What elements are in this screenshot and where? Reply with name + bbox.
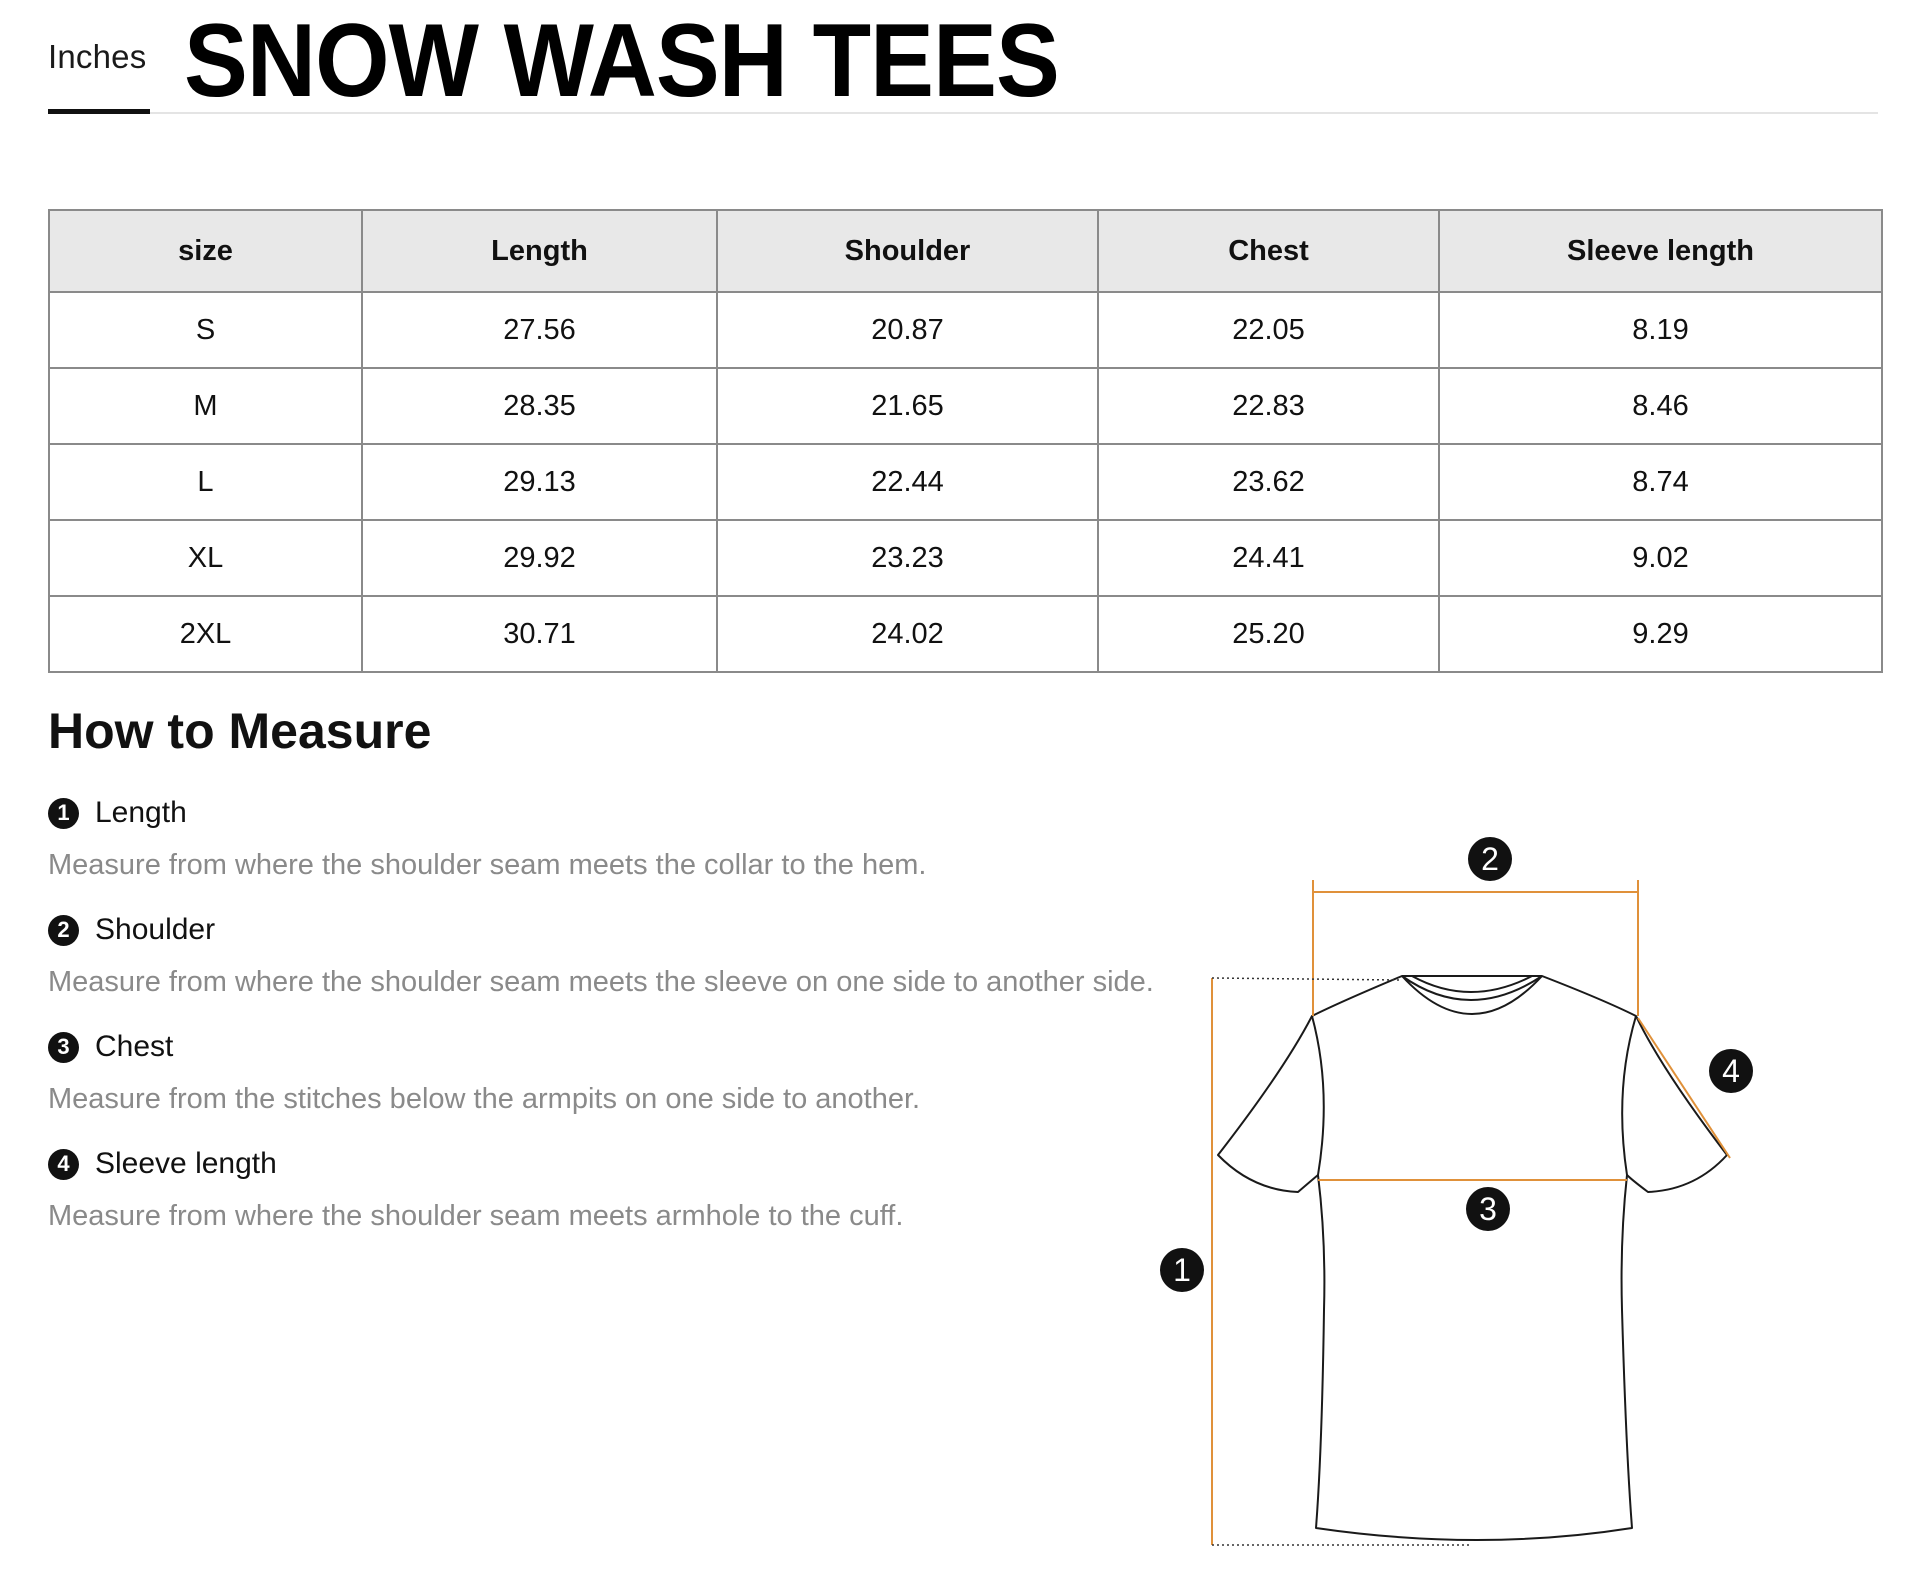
marker-one (1160, 1248, 1204, 1292)
table-cell: 9.29 (1439, 596, 1882, 672)
marker-four-label: 4 (1722, 1053, 1740, 1089)
page-title: SNOW WASH TEES (184, 3, 1059, 119)
table-cell: 8.46 (1439, 368, 1882, 444)
table-cell: 23.62 (1098, 444, 1439, 520)
table-cell: 20.87 (717, 292, 1098, 368)
number-two-icon: 2 (48, 915, 79, 946)
header-cell-chest: Chest (1098, 210, 1439, 292)
size-table (48, 209, 1883, 673)
table-cell: XL (49, 520, 362, 596)
sleeve-line (1638, 1018, 1730, 1158)
number-four-icon: 4 (48, 1149, 79, 1180)
measure-item-shoulder (48, 910, 1178, 999)
marker-three-label: 3 (1479, 1191, 1497, 1227)
tshirt-measure-diagram (1150, 820, 1770, 1560)
table-row (49, 444, 1882, 520)
table-cell: S (49, 292, 362, 368)
table-cell: 24.02 (717, 596, 1098, 672)
table-cell: 29.13 (362, 444, 717, 520)
table-cell: L (49, 444, 362, 520)
measure-item-label: Shoulder (95, 913, 216, 946)
table-cell: 21.65 (717, 368, 1098, 444)
table-row (49, 596, 1882, 672)
marker-two (1468, 837, 1512, 881)
header-cell-length: Length (362, 210, 717, 292)
table-row (49, 292, 1882, 368)
measure-item-chest (48, 1027, 1178, 1116)
how-to-measure-heading: How to Measure (48, 703, 432, 759)
measure-item-description: Measure from where the shoulder seam meets the sleeve on one side to another side. (48, 966, 1154, 998)
table-cell: 27.56 (362, 292, 717, 368)
table-cell: 22.05 (1098, 292, 1439, 368)
header-cell-sleeve-length: Sleeve length (1439, 210, 1882, 292)
table-cell: 22.44 (717, 444, 1098, 520)
table-cell: 22.83 (1098, 368, 1439, 444)
unit-tab-inches[interactable]: Inches (48, 38, 147, 75)
table-cell: 28.35 (362, 368, 717, 444)
table-cell: 8.19 (1439, 292, 1882, 368)
measure-item-length (48, 793, 1178, 882)
marker-four (1709, 1049, 1753, 1093)
table-cell: 25.20 (1098, 596, 1439, 672)
number-three-icon: 3 (48, 1032, 79, 1063)
table-row (49, 368, 1882, 444)
measure-item-description: Measure from where the shoulder seam meets the collar to the hem. (48, 849, 927, 881)
measure-item-description: Measure from where the shoulder seam meets armhole to the cuff. (48, 1200, 904, 1232)
table-header-row (49, 210, 1882, 292)
table-cell: M (49, 368, 362, 444)
marker-two-label: 2 (1481, 841, 1499, 877)
table-row (49, 520, 1882, 596)
tshirt-outline-icon (1218, 976, 1727, 1540)
number-one-icon: 1 (48, 798, 79, 829)
length-dotted-guides (1212, 978, 1470, 1545)
table-cell: 23.23 (717, 520, 1098, 596)
header-cell-size: size (49, 210, 362, 292)
table-cell: 30.71 (362, 596, 717, 672)
table-cell: 2XL (49, 596, 362, 672)
marker-one-label: 1 (1173, 1252, 1191, 1288)
header-cell-shoulder: Shoulder (717, 210, 1098, 292)
table-cell: 29.92 (362, 520, 717, 596)
marker-three (1466, 1187, 1510, 1231)
measure-item-label: Length (95, 796, 187, 829)
header (48, 0, 1878, 119)
table-cell: 9.02 (1439, 520, 1882, 596)
table-cell: 24.41 (1098, 520, 1439, 596)
measure-item-sleeve-length (48, 1144, 1178, 1233)
measure-item-label: Sleeve length (95, 1147, 277, 1180)
measure-item-description: Measure from the stitches below the armpits on one side to another. (48, 1083, 921, 1115)
table-cell: 8.74 (1439, 444, 1882, 520)
unit-tab-underline (48, 109, 150, 114)
measure-item-label: Chest (95, 1030, 174, 1063)
